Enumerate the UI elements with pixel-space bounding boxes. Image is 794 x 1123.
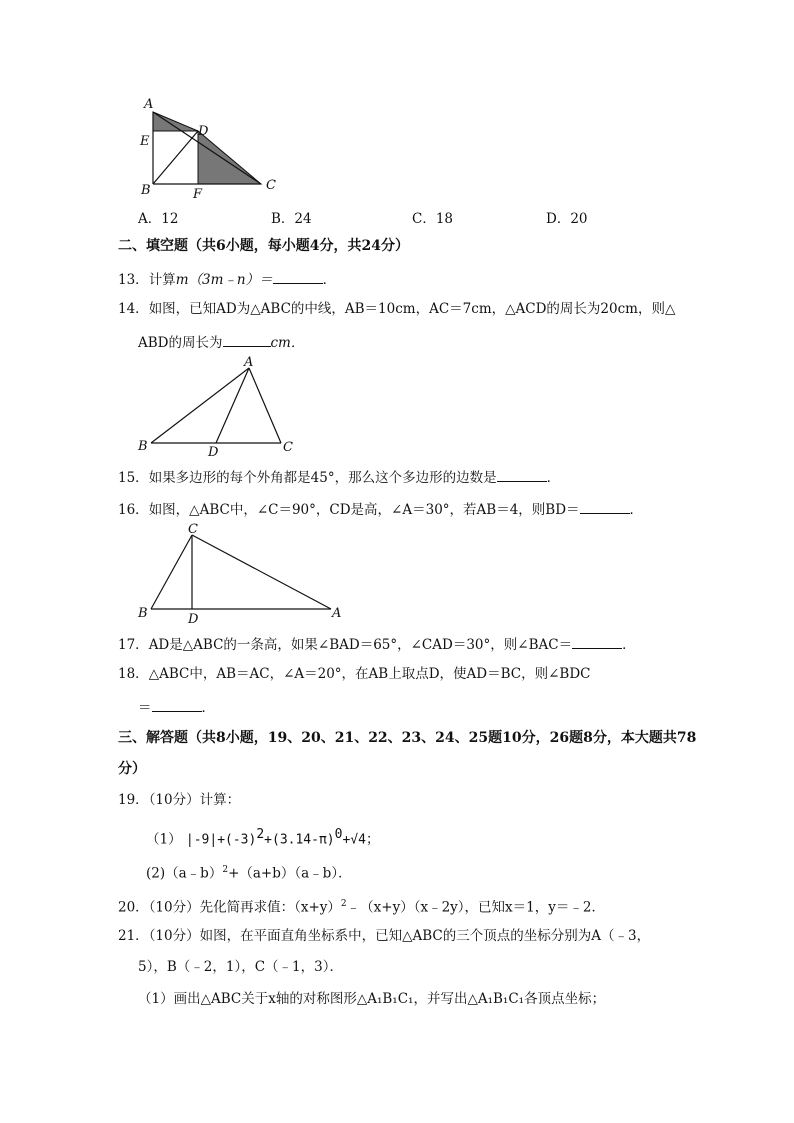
question-21-line2: 5），B（﹣2，1），C（﹣1，3）． bbox=[138, 959, 343, 975]
question-13: 13．计算m（3m﹣n）＝ ． bbox=[118, 269, 336, 289]
question-19-part2: (2)（a﹣b）$^2$+（a+b）（a﹣b）． bbox=[146, 865, 352, 882]
question-17: 17．AD是△ABC的一条高，如果∠BAD＝65°，∠CAD＝30°，则∠BAC＝ ． bbox=[118, 634, 636, 654]
section-3-title-line2: 分） bbox=[118, 761, 146, 777]
choice-a: A．12 bbox=[138, 211, 179, 227]
label-d: D bbox=[208, 445, 219, 460]
segment-ab bbox=[151, 368, 249, 443]
question-20: 20．（10分）先化简再求值：$(x+y)^2﹣(x+y)(x﹣2y)$，已知x＝1，y＝﹣2． bbox=[118, 899, 605, 916]
question-16: 16．如图，△ABC中，∠C＝90°，CD是高，∠A＝30°，若AB＝4，则BD＝ ． bbox=[118, 499, 643, 519]
label-e: E bbox=[140, 134, 150, 149]
label-b: B bbox=[141, 183, 151, 198]
section-2-title: 二、填空题（共6小题，每小题4分，共24分） bbox=[118, 238, 409, 254]
segment-ad bbox=[216, 368, 249, 443]
label-a: A bbox=[244, 355, 254, 370]
label-a: A bbox=[144, 97, 154, 112]
segment-ca bbox=[192, 535, 331, 609]
question-21-line1: 21．（10分）如图，在平面直角坐标系中，已知△ABC的三个顶点的坐标分别为A（﹣3， bbox=[118, 928, 651, 944]
label-c: C bbox=[188, 522, 198, 537]
label-a: A bbox=[332, 606, 342, 621]
question-15: 15．如果多边形的每个外角都是45°，那么这个多边形的边数是 ． bbox=[118, 467, 560, 487]
label-c: C bbox=[283, 440, 293, 455]
choice-d: D．20 bbox=[546, 211, 588, 227]
choice-c: C．18 bbox=[412, 211, 454, 227]
segment-ac bbox=[249, 368, 281, 443]
figure-q16 bbox=[136, 521, 351, 627]
figure-q14 bbox=[136, 355, 306, 460]
label-f: F bbox=[193, 187, 203, 202]
segment-bd bbox=[153, 131, 198, 184]
section-3-title-line1: 三、解答题（共8小题，19、20、21、22、23、24、25题10分，26题8分，本大题共78 bbox=[118, 730, 697, 746]
choice-b: B．24 bbox=[271, 211, 312, 227]
question-14-line2: ABD的周长为 cm． bbox=[138, 332, 304, 352]
question-18-line1: 18．△ABC中，AB＝AC，∠A＝20°，在AB上取点D，使AD＝BC，则∠BDC bbox=[118, 666, 591, 682]
shaded-triangle-aed bbox=[153, 112, 198, 131]
question-14-line1: 14．如图，已知AD为△ABC的中线，AB＝10cm，AC＝7cm，△ACD的周长为20cm，则△ bbox=[118, 301, 676, 317]
label-d: D bbox=[188, 612, 199, 627]
question-19-head: 19．（10分）计算： bbox=[118, 792, 241, 808]
label-d: D bbox=[198, 124, 209, 139]
question-18-line2: ＝ ． bbox=[138, 697, 215, 717]
segment-bc bbox=[151, 535, 192, 609]
label-c: C bbox=[266, 178, 276, 193]
question-19-part1: （1） $|-9|+(-3)^2+(3.14-\pi)^0+√4$； bbox=[146, 827, 380, 848]
figure-q12 bbox=[136, 96, 286, 200]
question-21-line3: （1）画出△ABC关于x轴的对称图形△A₁B₁C₁，并写出△A₁B₁C₁各顶点坐标； bbox=[138, 991, 606, 1007]
label-b: B bbox=[138, 606, 148, 621]
label-b: B bbox=[138, 439, 148, 454]
